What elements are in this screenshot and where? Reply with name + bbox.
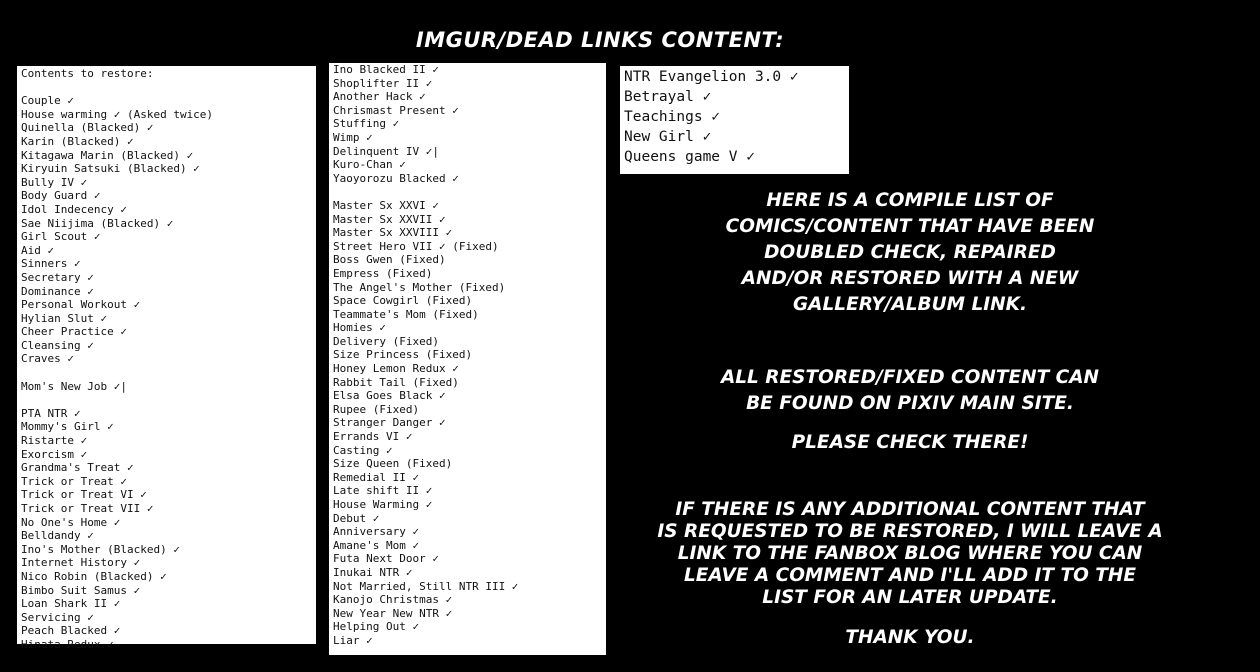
note-please-check (560, 430, 1260, 456)
list-item: Bully IV ✓ (21, 175, 88, 189)
list-item: Idol Indecency ✓ (21, 202, 127, 216)
list-item: PTA NTR ✓ (21, 406, 81, 420)
list-item: New Girl ✓ (624, 129, 712, 145)
list-item: Hylian Slut ✓ (21, 311, 108, 325)
list-item: NTR Evangelion 3.0 ✓ (624, 69, 799, 85)
list-item: Cheer Practice ✓ (21, 325, 127, 339)
list-item: Another Hack ✓ (333, 90, 426, 104)
list-item: Trick or Treat VII ✓ (21, 502, 154, 515)
note-line: LEAVE A COMMENT AND I'LL ADD IT TO THE (683, 565, 1137, 586)
list-item: Boss Gwen (Fixed) (333, 253, 446, 267)
list-item: Mom's New Job ✓| (21, 379, 127, 393)
list-item: Bimbo Suit Samus ✓ (21, 583, 141, 597)
list-item: Delivery (Fixed) (333, 334, 439, 348)
list-item: The Angel's Mother (Fixed) (333, 280, 506, 294)
list-item: Sae Niijima (Blacked) ✓ (21, 216, 174, 230)
list-item: Shoplifter II ✓ (333, 76, 433, 90)
list-item: Size Queen (Fixed) (333, 457, 453, 471)
list-item: Size Princess (Fixed) (333, 348, 473, 362)
note-line: LINK TO THE FANBOX BLOG WHERE YOU CAN (677, 543, 1143, 564)
list-item: Liar ✓ (333, 633, 373, 647)
notes-block (560, 0, 1260, 672)
list-item: Street Hero VII ✓ (Fixed) (333, 239, 499, 253)
list-item: Delinquent IV ✓| (333, 144, 439, 158)
list-item: Quinella (Blacked) ✓ (21, 121, 154, 135)
list-item: Internet History ✓ (21, 556, 141, 570)
list-item: Belldandy ✓ (21, 529, 94, 543)
list-item: Amane's Mom ✓ (333, 538, 420, 552)
note-restored-location (560, 365, 1260, 417)
note-line: BE FOUND ON PIXIV MAIN SITE. (746, 393, 1074, 414)
list-item: Space Cowgirl (Fixed) (333, 294, 473, 308)
list-item: Sinners ✓ (21, 257, 81, 271)
list-item: Grandma's Treat ✓ (21, 461, 134, 475)
note-compile-list (560, 188, 1260, 318)
list-item: Honey Lemon Redux ✓ (333, 362, 459, 376)
list-item: Aid ✓ (21, 243, 55, 257)
list-item: Not Married, Still NTR III ✓ (333, 579, 519, 593)
list-item: House warming ✓ (Asked twice) (21, 107, 214, 121)
note-thank-you (560, 625, 1260, 651)
list-item: Master Sx XXVII ✓ (333, 212, 446, 226)
list-item: Futa Next Door ✓ (333, 552, 439, 566)
note-line: ALL RESTORED/FIXED CONTENT CAN (720, 367, 1100, 388)
list-item: Loan Shark II ✓ (21, 597, 121, 611)
list-item: Dominance ✓ (21, 284, 94, 298)
list-item: Secretary ✓ (21, 270, 94, 284)
list-item: Anniversary ✓ (333, 525, 420, 539)
note-line: IF THERE IS ANY ADDITIONAL CONTENT THAT (675, 499, 1145, 520)
list-item: Remedial II ✓ (333, 470, 420, 484)
restore-list-panel-1 (17, 66, 316, 651)
list-item: No One's Home ✓ (21, 515, 121, 529)
list-item: Kiryuin Satsuki (Blacked) ✓ (21, 162, 200, 176)
list-item: Elsa Goes Black ✓ (333, 389, 446, 403)
list-item: Cleansing ✓ (21, 338, 94, 352)
note-line: GALLERY/ALBUM LINK. (792, 294, 1027, 315)
list-item: Master Sx XXVIII ✓ (333, 226, 453, 240)
list-item: Trick or Treat ✓ (21, 474, 127, 488)
list-item: Helping Out ✓ (333, 620, 420, 634)
list-item: Errands VI ✓ (333, 430, 413, 444)
list-item: Homies ✓ (333, 321, 386, 335)
note-line: THANK YOU. (845, 627, 975, 648)
list-item: Teachings ✓ (624, 109, 721, 125)
list-header: Contents to restore: (21, 67, 154, 80)
list-item: Rupee (Fixed) (333, 402, 420, 416)
list-item: Kitagawa Marin (Blacked) ✓ (21, 148, 194, 162)
list-item: Couple ✓ (21, 94, 74, 108)
page-title: IMGUR/DEAD LINKS CONTENT: (415, 28, 785, 52)
note-line: AND/OR RESTORED WITH A NEW (741, 268, 1079, 289)
list-item: Personal Workout ✓ (21, 298, 141, 312)
list-item: Exorcism ✓ (21, 447, 88, 461)
note-line: DOUBLED CHECK, REPAIRED (764, 242, 1056, 263)
note-additional-requests (560, 499, 1260, 609)
list-item: Teammate's Mom (Fixed) (333, 307, 479, 321)
list-item: Kuro-Chan ✓ (333, 158, 406, 172)
list-item: Late shift II ✓ (333, 484, 433, 498)
list-item: Ino Blacked II ✓ (333, 63, 439, 76)
list-item: Betrayal ✓ (624, 89, 712, 105)
list-item: Ino's Mother (Blacked) ✓ (21, 542, 180, 556)
list-item: Nico Robin (Blacked) ✓ (21, 569, 167, 583)
list-item: Stuffing ✓ (333, 117, 400, 131)
list-item: Body Guard ✓ (21, 189, 101, 203)
list-item: Kanojo Christmas ✓ (333, 593, 453, 607)
list-item: Master Sx XXVI ✓ (333, 198, 439, 212)
list-item: Chrismast Present ✓ (333, 103, 459, 117)
note-line: PLEASE CHECK THERE! (791, 432, 1029, 453)
note-line: IS REQUESTED TO BE RESTORED, I WILL LEAVE A (657, 521, 1163, 542)
list-item: Casting ✓ (333, 443, 393, 457)
list-item: Empress (Fixed) (333, 266, 433, 280)
list-item: New Year New NTR ✓ (333, 606, 453, 620)
list-item: Peach Blacked ✓ (21, 624, 121, 638)
list-item: Trick or Treat VI ✓ (21, 488, 147, 502)
list-item: Queens game V ✓ (624, 149, 755, 165)
note-line: HERE IS A COMPILE LIST OF (766, 190, 1054, 211)
list-item: Servicing ✓ (21, 610, 94, 624)
list-item: Ristarte ✓ (21, 434, 88, 448)
note-line: COMICS/CONTENT THAT HAVE BEEN (725, 216, 1095, 237)
list-item: Mommy's Girl ✓ (21, 420, 114, 434)
list-item: House Warming ✓ (333, 498, 433, 511)
list-item: Karin (Blacked) ✓ (21, 134, 134, 148)
list-item: Girl Scout ✓ (21, 230, 101, 244)
list-item: Rabbit Tail (Fixed) (333, 375, 459, 389)
list-item: Debut ✓ (333, 511, 380, 525)
list-item: Wimp ✓ (333, 130, 373, 144)
list-item: Yaoyorozu Blacked ✓ (333, 171, 459, 185)
note-line: LIST FOR AN LATER UPDATE. (762, 587, 1058, 608)
list-item: Inukai NTR ✓ (333, 565, 413, 579)
list-item: Craves ✓ (21, 352, 74, 366)
list-item: Stranger Danger ✓ (333, 416, 446, 430)
list-item: Hinata Redux ✓ (21, 637, 114, 651)
